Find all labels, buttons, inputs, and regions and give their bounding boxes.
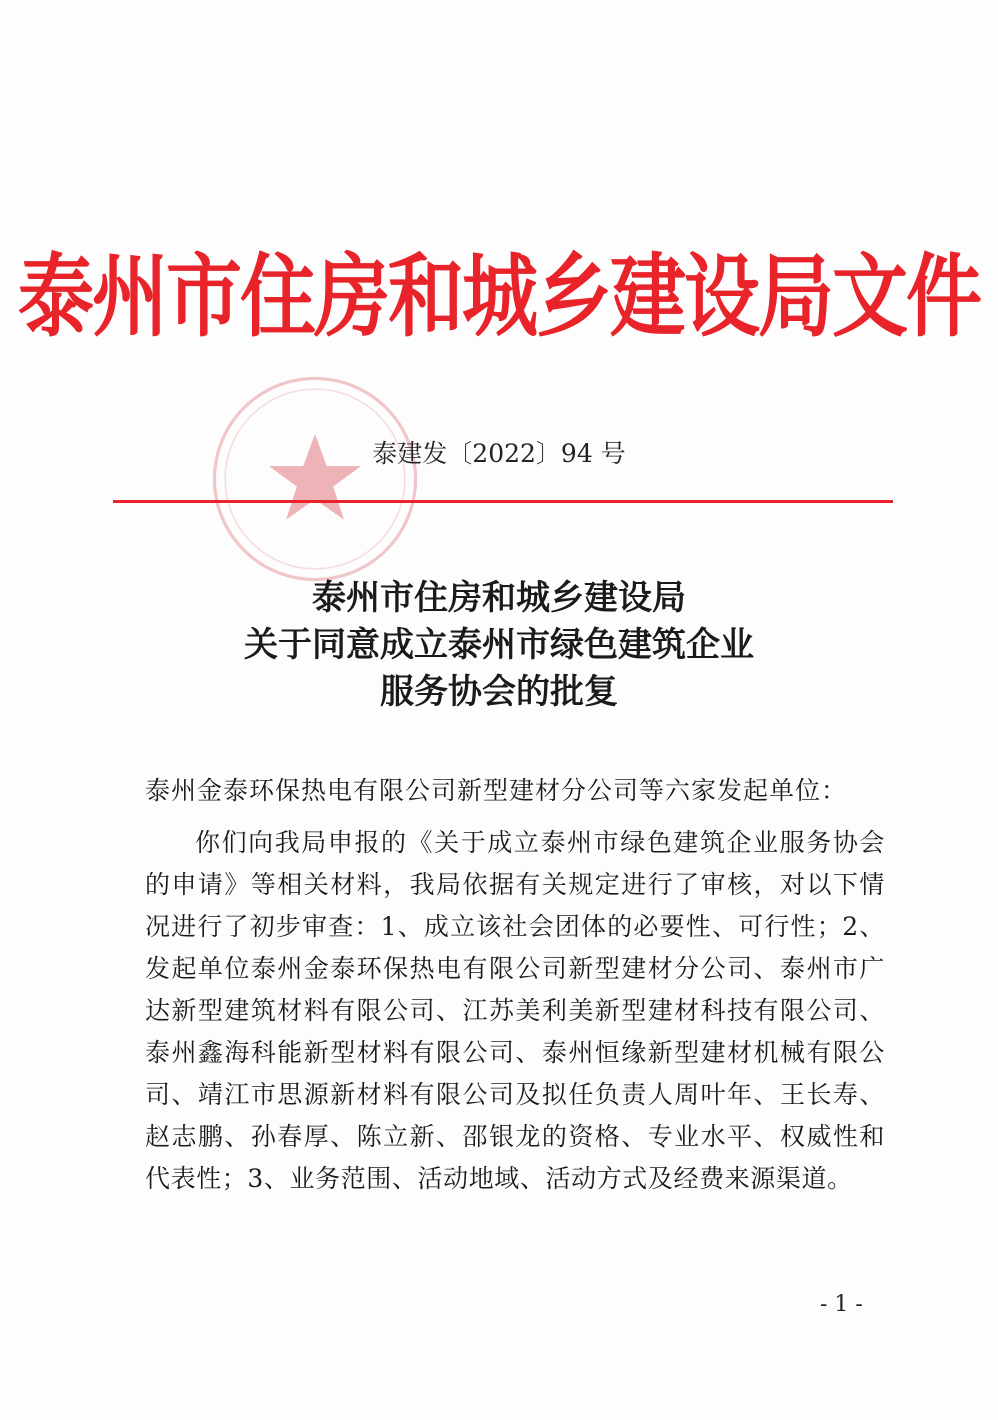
body-line: 发起单位泰州金泰环保热电有限公司新型建材分公司、泰州市广 [145,954,885,983]
body-line: 达新型建筑材料有限公司、江苏美利美新型建材科技有限公司、 [145,996,885,1025]
body-line: 赵志鹏、孙春厚、陈立新、邵银龙的资格、专业水平、权威性和 [145,1122,885,1151]
body-line: 泰州鑫海科能新型材料有限公司、泰州恒缘新型建材机械有限公 [145,1038,885,1067]
page-number: - 1 - [820,1292,863,1317]
body-line: 的申请》等相关材料，我局依据有关规定进行了审核，对以下情 [145,870,885,899]
document-title [0,575,998,716]
masthead-title: 泰州市住房和城乡建设局文件 [18,243,980,349]
title-line-2: 关于同意成立泰州市绿色建筑企业 [244,625,754,665]
official-seal-icon [208,372,422,586]
body-line: 况进行了初步审查：1、成立该社会团体的必要性、可行性；2、 [145,912,885,941]
body-paragraph [145,826,885,1204]
document-number: 泰建发〔2022〕94 号 [372,439,626,468]
body-line: 代表性；3、业务范围、活动地域、活动方式及经费来源渠道。 [145,1164,853,1193]
addressee: 泰州金泰环保热电有限公司新型建材分公司等六家发起单位： [145,776,848,805]
title-line-3: 服务协会的批复 [380,672,618,712]
red-divider-line [113,500,893,503]
body-line: 司、靖江市思源新材料有限公司及拟任负责人周叶年、王长寿、 [145,1080,885,1109]
title-line-1: 泰州市住房和城乡建设局 [312,578,686,618]
body-line: 你们向我局申报的《关于成立泰州市绿色建筑企业服务协会 [195,828,885,857]
